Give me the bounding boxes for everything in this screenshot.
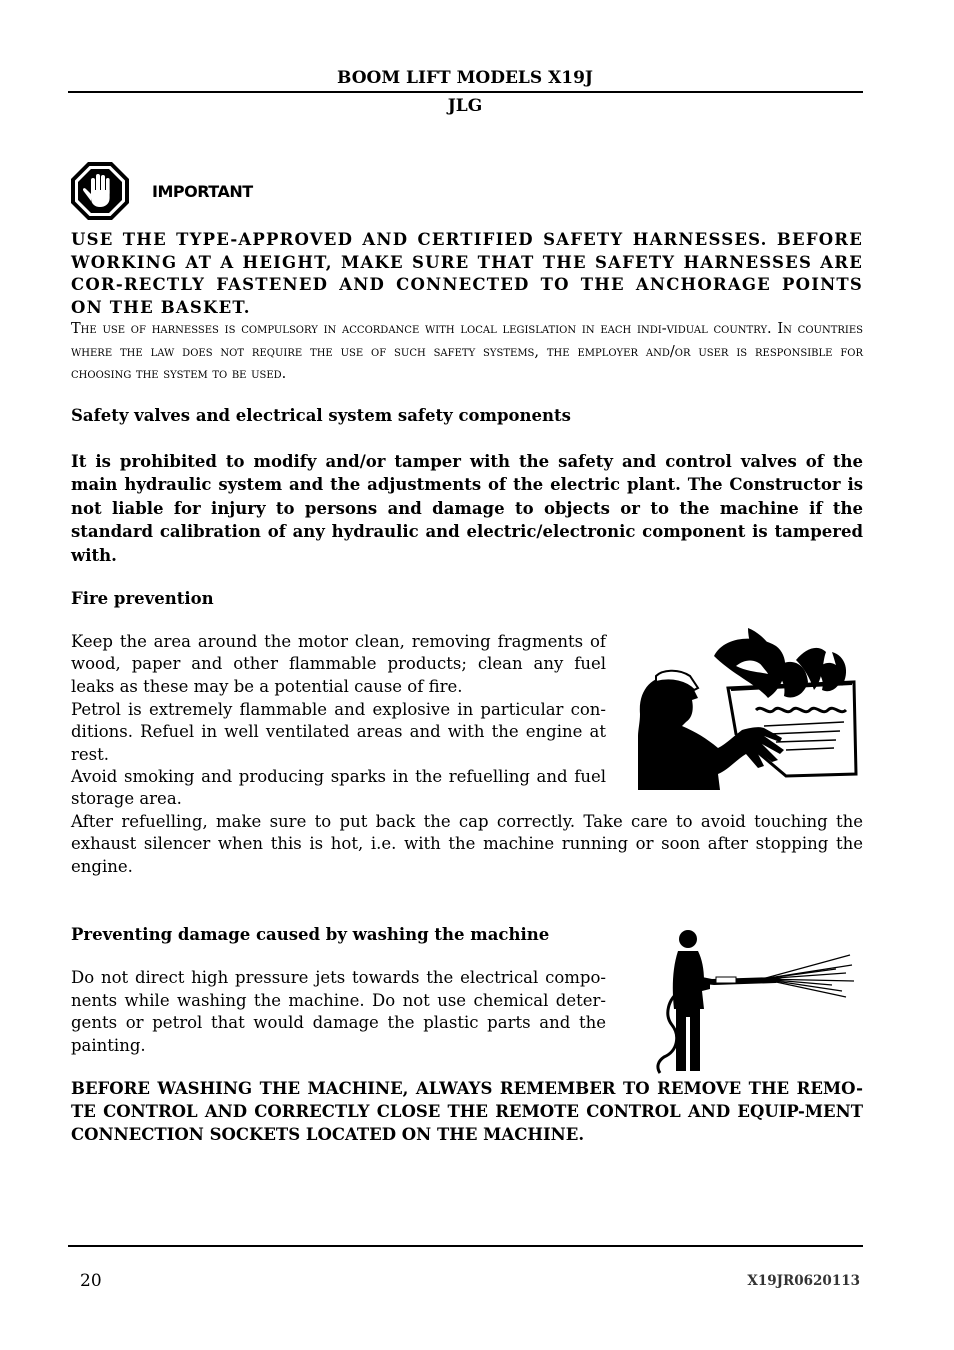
safety-valves-heading: Safety valves and electrical system safety components: [71, 406, 571, 425]
fire-paragraph-1: Keep the area around the motor clean, removing fragments of wood, paper and other flammable products; clean any fuel leaks as these may be a potential cause of fire.: [71, 632, 606, 696]
washing-paragraph: Do not direct high pressure jets towards the electrical compo-nents while washing the machine. Do not use chemical deter-gents or petrol that would damage the plastic parts and the painting.: [71, 968, 606, 1055]
fire-paragraph-4: After refuelling, make sure to put back the cap correctly. Take care to avoid touching the exhaust silencer when this is hot, i.e. with the machine running or soon after stopping the engine.: [71, 812, 863, 876]
fire-paragraph-2: Petrol is extremely flammable and explosive in particular con-ditions. Refuel in well ventilated areas and with the engine at rest.: [71, 700, 606, 764]
header-rule: [68, 91, 863, 93]
document-code: X19JR0620113: [747, 1273, 860, 1289]
safety-valves-body: It is prohibited to modify and/or tamper with the safety and control valves of the main hydraulic system and the adjustments of the electric plant. The Constructor is not liable for injury to persons and damage to objects or to the machine if the standard calibration of any hydraulic and electric/electronic component is tampered with.: [71, 452, 863, 565]
fire-paragraph-3: Avoid smoking and producing sparks in the refuelling and fuel storage area.: [71, 767, 606, 809]
footer-rule: [68, 1245, 863, 1247]
header-title: BOOM LIFT MODELS X19J: [337, 68, 593, 88]
harness-warning: USE THE TYPE-APPROVED AND CERTIFIED SAFETY HARNESSES. BEFORE WORKING AT A HEIGHT, MAKE SURE THAT THE SAFETY HARNESSES ARE COR-RECTLY FASTENED AND CONNECTED TO THE ANCHORAGE POINTS ON THE BASKET.: [71, 230, 863, 317]
page-number: 20: [80, 1271, 102, 1291]
important-label: IMPORTANT: [152, 182, 253, 201]
stop-hand-icon: [70, 161, 130, 221]
washing-warning: BEFORE WASHING THE MACHINE, ALWAYS REMEMBER TO REMOVE THE REMO-TE CONTROL AND CORRECTLY CLOSE THE REMOTE CONTROL AND EQUIP-MENT CONNECTION SOCKETS LOCATED ON THE MACHINE.: [71, 1079, 863, 1144]
fire-prevention-heading: Fire prevention: [71, 589, 214, 608]
washing-heading: Preventing damage caused by washing the machine: [71, 925, 550, 944]
pressure-washer-illustration: [650, 925, 860, 1075]
fire-hazard-illustration: [636, 626, 860, 790]
header-brand: JLG: [447, 96, 483, 116]
harness-note: The use of harnesses is compulsory in accordance with local legislation in each indi-vidual country. In countries where the law does not require the use of such safety systems, the employer and/or user is responsible for choosing the system to be used.: [71, 321, 863, 383]
